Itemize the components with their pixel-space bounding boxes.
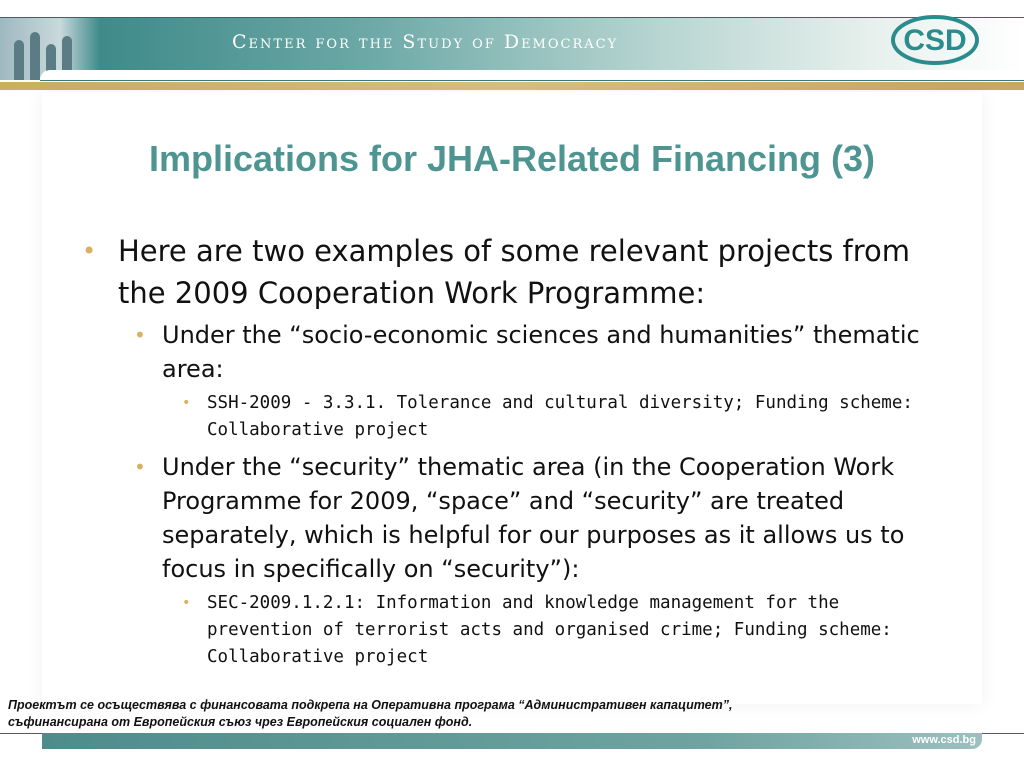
bullet-text: SSH-2009 - 3.3.1. Tolerance and cultural diversity; Funding scheme: Collaborative project bbox=[207, 393, 913, 440]
org-title: Center for the Study of Democracy bbox=[232, 31, 619, 53]
bullet-dot-icon: • bbox=[134, 323, 146, 347]
gold-strip bbox=[0, 82, 1024, 90]
footer-note-line1: Проектът се осъществява с финансовата подкрепа на Оперативна програма “Административен капацитет”, bbox=[8, 698, 733, 712]
bullet-text: Under the “security” thematic area (in the Cooperation Work Programme for 2009, “space” and “security” are treated separately, which is helpful for our purposes as it allows us to focus in specifically on “security”): bbox=[162, 453, 905, 583]
slide-content bbox=[82, 230, 922, 671]
bullet-item-level2 bbox=[82, 318, 922, 386]
bullet-text: Under the “socio-economic sciences and humanities” thematic area: bbox=[162, 321, 920, 383]
footer-funding-note bbox=[8, 697, 908, 731]
footer-note-line2: съфинансирана от Европейския съюз чрез Европейския социален фонд. bbox=[8, 715, 473, 729]
bullet-text: Here are two examples of some relevant projects from the 2009 Cooperation Work Programme: bbox=[118, 234, 911, 310]
bullet-dot-icon: • bbox=[134, 455, 146, 479]
bullet-item-level3 bbox=[82, 390, 922, 444]
slide-title: Implications for JHA-Related Financing (3) bbox=[148, 138, 876, 179]
bullet-dot-icon: • bbox=[182, 395, 191, 411]
logo-text: CSD bbox=[903, 24, 967, 57]
bullet-dot-icon: • bbox=[82, 237, 97, 265]
bullet-item-level1 bbox=[82, 230, 922, 314]
footer-url[interactable]: www.csd.bg bbox=[912, 734, 976, 746]
bullet-text: SEC-2009.1.2.1: Information and knowledge management for the prevention of terrorist acts and organised crime; Funding scheme: Collaborative project bbox=[207, 593, 892, 667]
bullet-item-level3 bbox=[82, 590, 922, 671]
csd-logo bbox=[890, 14, 980, 66]
footer-bar bbox=[42, 733, 982, 749]
bullet-item-level2 bbox=[82, 450, 922, 586]
bullet-dot-icon: • bbox=[182, 595, 191, 611]
slide-header bbox=[0, 0, 1024, 88]
header-bottom-line bbox=[40, 80, 1024, 81]
